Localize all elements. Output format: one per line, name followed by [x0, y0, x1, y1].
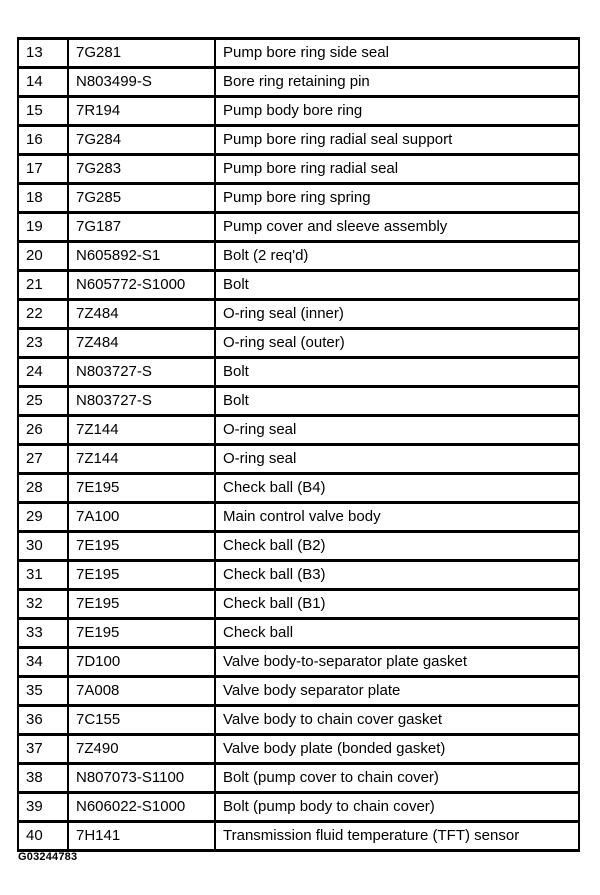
part-number-cell: 7C155	[68, 706, 215, 735]
table-row	[18, 97, 579, 126]
table-row	[18, 155, 579, 184]
item-number-cell: 15	[18, 97, 68, 126]
item-number-cell: 13	[18, 39, 68, 68]
description-cell: Valve body to chain cover gasket	[215, 706, 579, 735]
part-number-cell: 7Z144	[68, 416, 215, 445]
parts-table	[17, 37, 580, 852]
table-row	[18, 68, 579, 97]
table-row	[18, 39, 579, 68]
item-number-cell: 28	[18, 474, 68, 503]
table-row	[18, 677, 579, 706]
table-row	[18, 561, 579, 590]
description-cell: Check ball	[215, 619, 579, 648]
item-number-cell: 32	[18, 590, 68, 619]
table-row	[18, 416, 579, 445]
item-number-cell: 36	[18, 706, 68, 735]
description-cell: Bolt	[215, 358, 579, 387]
item-number-cell: 26	[18, 416, 68, 445]
part-number-cell: 7G281	[68, 39, 215, 68]
part-number-cell: 7E195	[68, 590, 215, 619]
part-number-cell: 7Z484	[68, 329, 215, 358]
part-number-cell: 7Z490	[68, 735, 215, 764]
table-row	[18, 735, 579, 764]
description-cell: Bolt	[215, 387, 579, 416]
item-number-cell: 19	[18, 213, 68, 242]
part-number-cell: 7G285	[68, 184, 215, 213]
description-cell: Transmission fluid temperature (TFT) sensor	[215, 822, 579, 851]
item-number-cell: 21	[18, 271, 68, 300]
item-number-cell: 22	[18, 300, 68, 329]
parts-table-body	[18, 39, 579, 851]
part-number-cell: 7R194	[68, 97, 215, 126]
table-row	[18, 300, 579, 329]
description-cell: Pump bore ring radial seal	[215, 155, 579, 184]
description-cell: O-ring seal (inner)	[215, 300, 579, 329]
part-number-cell: N803727-S	[68, 358, 215, 387]
description-cell: Bolt (pump cover to chain cover)	[215, 764, 579, 793]
description-cell: Check ball (B2)	[215, 532, 579, 561]
table-row	[18, 126, 579, 155]
description-cell: Bore ring retaining pin	[215, 68, 579, 97]
description-cell: O-ring seal	[215, 416, 579, 445]
table-row	[18, 242, 579, 271]
item-number-cell: 25	[18, 387, 68, 416]
table-row	[18, 271, 579, 300]
item-number-cell: 24	[18, 358, 68, 387]
part-number-cell: 7E195	[68, 532, 215, 561]
part-number-cell: N807073-S1100	[68, 764, 215, 793]
description-cell: O-ring seal (outer)	[215, 329, 579, 358]
part-number-cell: N606022-S1000	[68, 793, 215, 822]
description-cell: Pump bore ring spring	[215, 184, 579, 213]
table-row	[18, 445, 579, 474]
item-number-cell: 23	[18, 329, 68, 358]
description-cell: Bolt (2 req'd)	[215, 242, 579, 271]
table-row	[18, 590, 579, 619]
figure-reference-code: G03244783	[18, 851, 78, 863]
table-row	[18, 706, 579, 735]
part-number-cell: 7Z484	[68, 300, 215, 329]
part-number-cell: 7E195	[68, 474, 215, 503]
description-cell: O-ring seal	[215, 445, 579, 474]
item-number-cell: 31	[18, 561, 68, 590]
item-number-cell: 38	[18, 764, 68, 793]
item-number-cell: 35	[18, 677, 68, 706]
table-row	[18, 213, 579, 242]
part-number-cell: 7D100	[68, 648, 215, 677]
item-number-cell: 20	[18, 242, 68, 271]
item-number-cell: 40	[18, 822, 68, 851]
item-number-cell: 29	[18, 503, 68, 532]
part-number-cell: 7E195	[68, 561, 215, 590]
part-number-cell: 7A100	[68, 503, 215, 532]
item-number-cell: 18	[18, 184, 68, 213]
part-number-cell: 7A008	[68, 677, 215, 706]
description-cell: Main control valve body	[215, 503, 579, 532]
item-number-cell: 33	[18, 619, 68, 648]
description-cell: Bolt (pump body to chain cover)	[215, 793, 579, 822]
item-number-cell: 27	[18, 445, 68, 474]
description-cell: Valve body separator plate	[215, 677, 579, 706]
table-row	[18, 358, 579, 387]
description-cell: Pump bore ring radial seal support	[215, 126, 579, 155]
part-number-cell: N605892-S1	[68, 242, 215, 271]
table-row	[18, 764, 579, 793]
description-cell: Check ball (B1)	[215, 590, 579, 619]
part-number-cell: 7H141	[68, 822, 215, 851]
part-number-cell: 7E195	[68, 619, 215, 648]
part-number-cell: 7G284	[68, 126, 215, 155]
table-row	[18, 822, 579, 851]
description-cell: Valve body plate (bonded gasket)	[215, 735, 579, 764]
table-row	[18, 503, 579, 532]
table-row	[18, 793, 579, 822]
item-number-cell: 14	[18, 68, 68, 97]
part-number-cell: N803727-S	[68, 387, 215, 416]
item-number-cell: 17	[18, 155, 68, 184]
table-row	[18, 387, 579, 416]
parts-table-container	[17, 37, 580, 852]
item-number-cell: 30	[18, 532, 68, 561]
table-row	[18, 184, 579, 213]
description-cell: Check ball (B4)	[215, 474, 579, 503]
table-row	[18, 619, 579, 648]
description-cell: Valve body-to-separator plate gasket	[215, 648, 579, 677]
description-cell: Check ball (B3)	[215, 561, 579, 590]
description-cell: Pump body bore ring	[215, 97, 579, 126]
description-cell: Bolt	[215, 271, 579, 300]
item-number-cell: 39	[18, 793, 68, 822]
description-cell: Pump bore ring side seal	[215, 39, 579, 68]
part-number-cell: 7G283	[68, 155, 215, 184]
item-number-cell: 37	[18, 735, 68, 764]
table-row	[18, 648, 579, 677]
part-number-cell: 7G187	[68, 213, 215, 242]
item-number-cell: 16	[18, 126, 68, 155]
table-row	[18, 532, 579, 561]
part-number-cell: N803499-S	[68, 68, 215, 97]
part-number-cell: 7Z144	[68, 445, 215, 474]
description-cell: Pump cover and sleeve assembly	[215, 213, 579, 242]
part-number-cell: N605772-S1000	[68, 271, 215, 300]
item-number-cell: 34	[18, 648, 68, 677]
table-row	[18, 329, 579, 358]
table-row	[18, 474, 579, 503]
